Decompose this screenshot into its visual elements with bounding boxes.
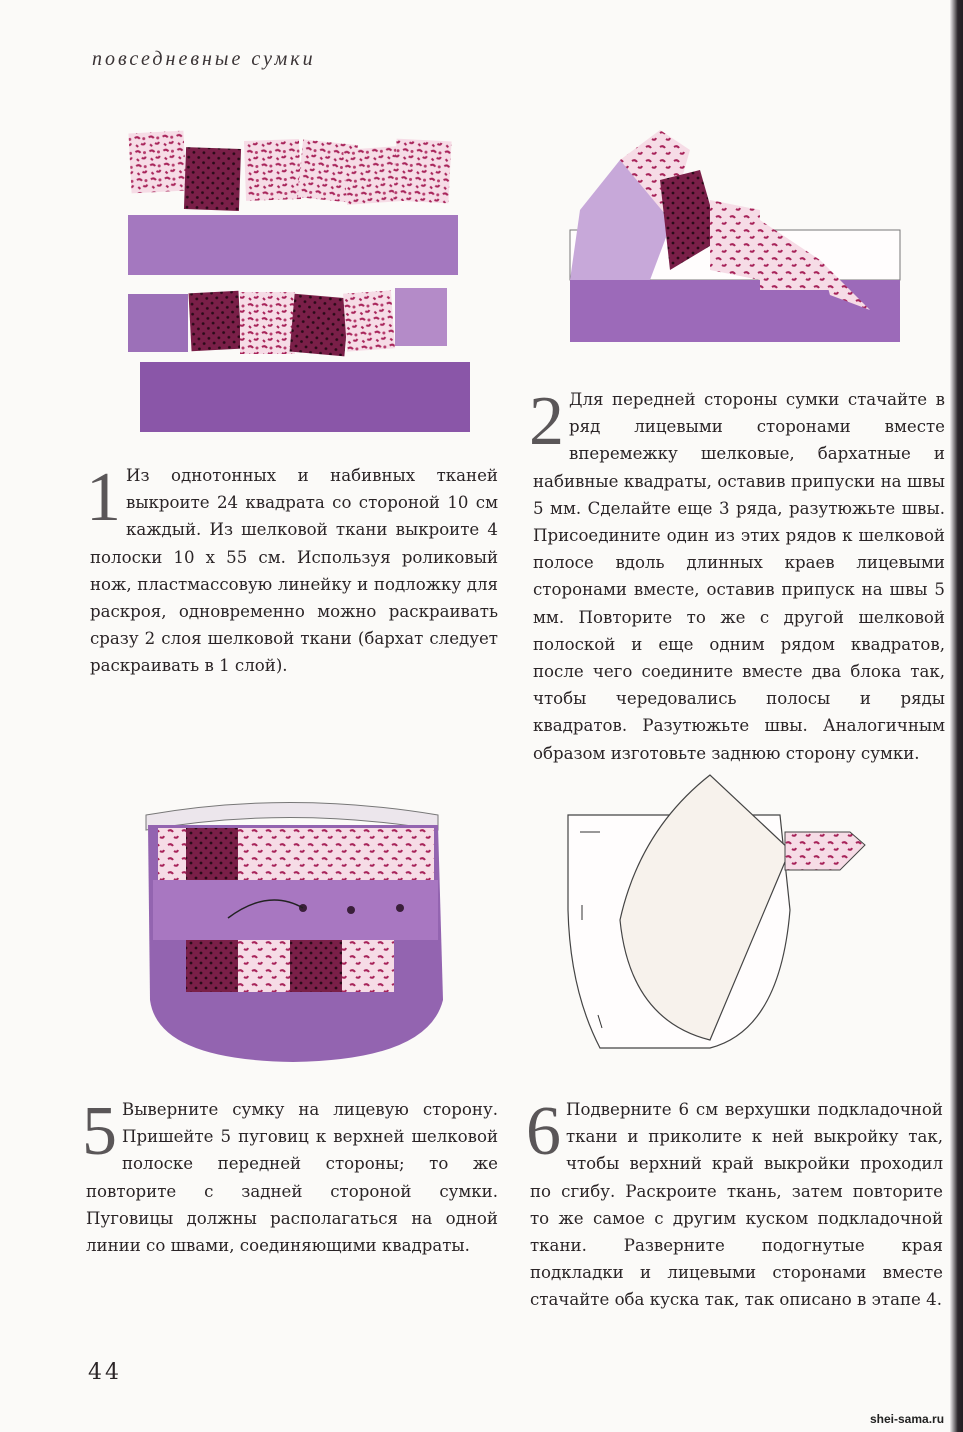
silk-square xyxy=(395,288,447,346)
square-printed xyxy=(343,146,402,205)
illustration-lining xyxy=(560,770,890,1060)
square-velvet xyxy=(189,291,242,352)
illustration-finished-bag xyxy=(138,800,448,1070)
step-text: Из однотонных и набивных тканей выкроите 24 квадрата со стороной 10 см каждый. Из шелковой ткани выкроите 4 полоски 10 х 55 см. Используя роликовый нож, пластмассовую линейку и подложку для раскроя, одновременно можно раскраивать сразу 2 слоя шелковой ткани (бархат следует раскраивать в 1 слой). xyxy=(90,466,498,676)
page-number: 44 xyxy=(88,1360,122,1385)
silk-strip xyxy=(140,362,470,432)
step-number: 2 xyxy=(529,383,564,460)
square-printed xyxy=(128,131,186,194)
step-text: Для передней стороны сумки стачайте в ряд лицевыми сторонами вместе вперемежку шелковые, бархатные и набивные квадраты, оставив припуски на швы 5 мм. Сделайте еще 3 ряда, разутюжьте швы. Присоедините один из этих рядов к шелковой полосе вдоль длинных краев лицевыми сторонами вместе, оставив припуск на швы 5 мм. Повторите то же с другой шелковой полоской и еще одним рядом квадратов, после чего соедините вместе два блока так, чтобы чередовались полосы и ряды квадратов. Разутюжьте швы. Аналогичным образом изготовьте заднюю сторону сумки. xyxy=(533,390,945,763)
square-printed xyxy=(393,139,451,204)
step-text: Выверните сумку на лицевую сторону. Пришейте 5 пуговиц к верхней шелковой полоске передней стороны; то же повторите с задней стороной сумки. Пуговицы должны располагаться на одной линии со швами, соединяющими квадраты. xyxy=(86,1100,498,1256)
step-number: 6 xyxy=(526,1093,561,1170)
step-6 xyxy=(526,1093,943,1314)
button xyxy=(347,906,355,914)
silk-strip xyxy=(128,215,458,275)
page-edge-shadow xyxy=(950,0,963,1432)
square-printed xyxy=(240,292,295,354)
square-printed xyxy=(343,290,395,351)
button xyxy=(396,904,404,912)
square-printed xyxy=(244,139,301,201)
step-2 xyxy=(529,383,945,767)
step-5 xyxy=(82,1093,498,1259)
silk-strip xyxy=(128,294,188,352)
square-velvet xyxy=(184,147,241,211)
section-title: повседневные сумки xyxy=(92,48,316,70)
illustration-joined-rows xyxy=(560,130,920,350)
step-number: 5 xyxy=(82,1093,117,1170)
watermark: shei-sama.ru xyxy=(870,1412,945,1426)
step-1 xyxy=(86,459,498,680)
illustration-cut-pieces xyxy=(120,120,470,440)
step-number: 1 xyxy=(86,459,121,536)
square-velvet xyxy=(290,294,350,357)
step-text: Подверните 6 см верхушки подкладочной ткани и приколите к ней выкройку так, чтобы верхний край выкройки проходил по сгибу. Раскроите ткань, затем повторите то же самое с другим куском подкладочной ткани. Разверните подогнутые края подкладки и лицевыми сторонами вместе стачайте оба куска так, так описано в этапе 4. xyxy=(530,1100,943,1310)
